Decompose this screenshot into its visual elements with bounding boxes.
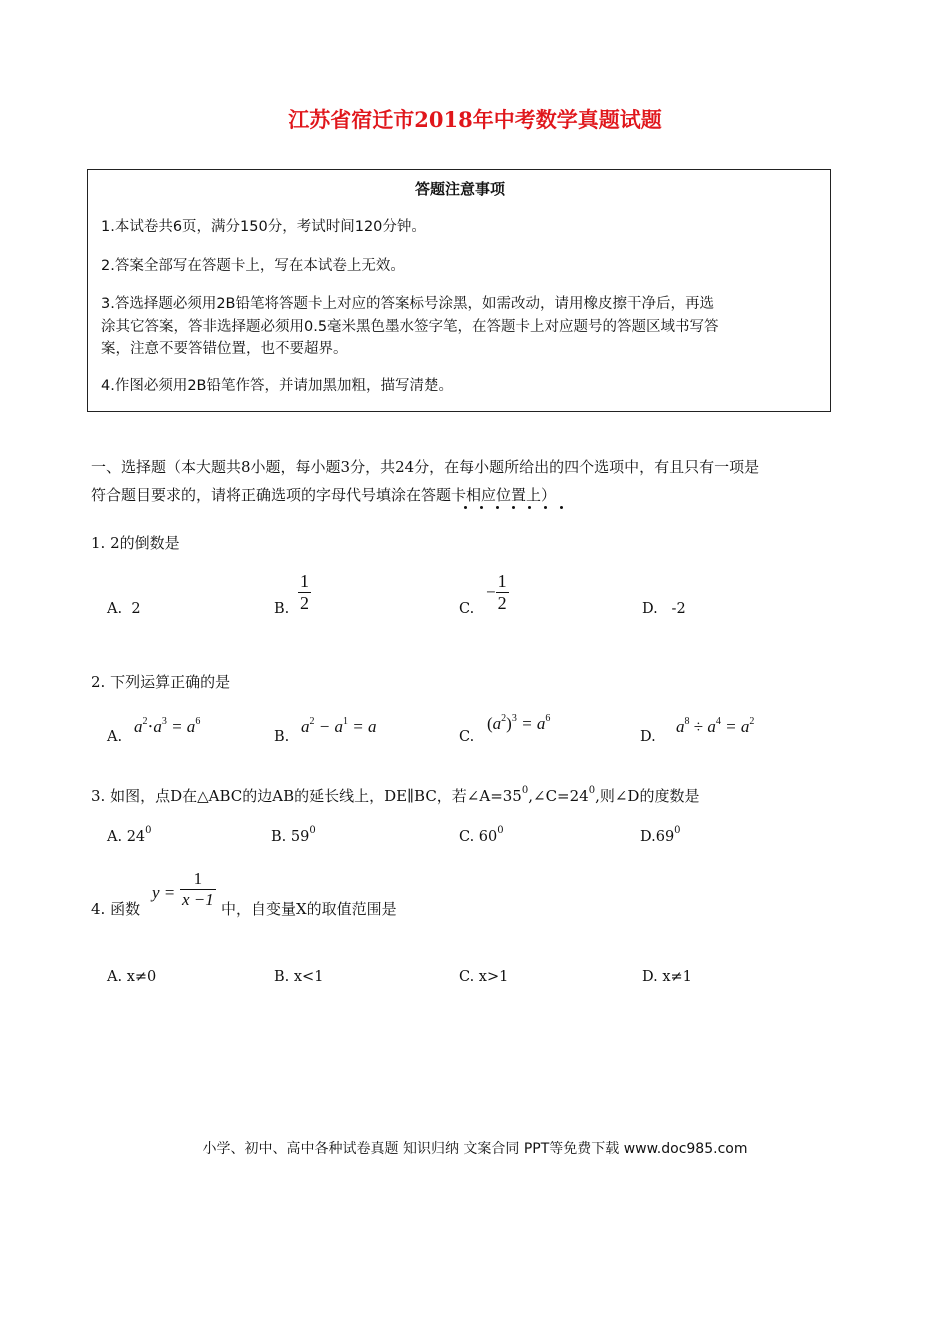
q4-function-fraction: $\frac{1}{x -1}$ (182, 869, 214, 909)
q4-option-b: B. x<1 (274, 969, 324, 985)
question-4-stem-pre: 4. 函数 (91, 900, 141, 918)
notice-item-1: 1.本试卷共6页，满分150分，考试时间120分钟。 (101, 219, 426, 235)
notice-item-2: 2.答案全部写在答题卡上，写在本试卷上无效。 (101, 258, 405, 274)
q3-option-b: B. $59^0$ (271, 825, 316, 845)
q1-option-a: A. 2 (107, 601, 141, 617)
question-3-stem: 3. 如图，点D在△ABC的边AB的延长线上，DE∥BC，若$\angle A=35^0,\angle C=24^0$,则∠D的度数是 (91, 785, 700, 805)
q3-option-c: C. $60^0$ (459, 825, 504, 845)
q4-function-y: y = (152, 883, 176, 902)
notice-item-3-line-3: 案，注意不要答错位置，也不要超界。 (101, 341, 348, 357)
page-footer: 小学、初中、高中各种试卷真题 知识归纳 文案合同 PPT等免费下载 www.doc985.com (202, 1141, 748, 1157)
notice-box (87, 169, 831, 412)
q2-option-c-expr: $(a^2)^3 = a^6$ (487, 713, 551, 733)
question-2-stem: 2. 下列运算正确的是 (91, 673, 231, 691)
q1-option-c-fraction: − $\frac{1}{2}$ (486, 571, 507, 613)
notice-item-3-line-1: 3.答选择题必须用2B铅笔将答题卡上对应的答案标号涂黑，如需改动，请用橡皮擦干净后，再选 (101, 296, 715, 312)
q2-option-d-label: D. (640, 729, 656, 745)
q1-option-d: D. -2 (642, 601, 686, 617)
q1-option-b-label: B. (274, 601, 290, 617)
q4-option-a: A. x≠0 (107, 969, 157, 985)
q4-option-d: D. x≠1 (642, 969, 692, 985)
notice-heading: 答题注意事项 (414, 180, 505, 198)
q3-option-a: A. $24^0$ (107, 825, 152, 845)
section-heading-line-1: 一、选择题（本大题共8小题，每小题3分，共24分，在每小题所给出的四个选项中，有且只有一项是 (91, 458, 760, 476)
section-heading-line-2: 符合题目要求的，请将正确选项的字母代号填涂在答题卡相应位置上） (91, 486, 557, 504)
q2-option-d-expr: $a^8 \div a^4 = a^2$ (676, 716, 755, 736)
q2-option-c-label: C. (459, 729, 475, 745)
notice-item-4: 4.作图必须用2B铅笔作答，并请加黑加粗，描写清楚。 (101, 378, 454, 394)
question-1-stem: 1. 2的倒数是 (91, 534, 180, 552)
q2-option-b-label: B. (274, 729, 290, 745)
q3-option-d: $D.69^0$ (640, 825, 681, 845)
question-4-stem-post: 中，自变量X的取值范围是 (221, 900, 397, 918)
q4-option-c: C. x>1 (459, 969, 509, 985)
page-title: 江苏省宿迁市2018年中考数学真题试题 (288, 107, 662, 132)
q2-option-a-expr: $a^2\cdot a^3 = a^6$ (134, 716, 201, 736)
q2-option-b-expr: $a^2 - a^1 = a$ (301, 716, 377, 736)
q2-option-a-label: A. (107, 729, 123, 745)
q1-option-b-fraction: $\frac{1}{2}$ (300, 571, 309, 613)
notice-item-3-line-2: 涂其它答案，答非选择题必须用0.5毫米黑色墨水签字笔，在答题卡上对应题号的答题区域书写答 (101, 319, 719, 335)
q1-option-c-label: C. (459, 601, 475, 617)
